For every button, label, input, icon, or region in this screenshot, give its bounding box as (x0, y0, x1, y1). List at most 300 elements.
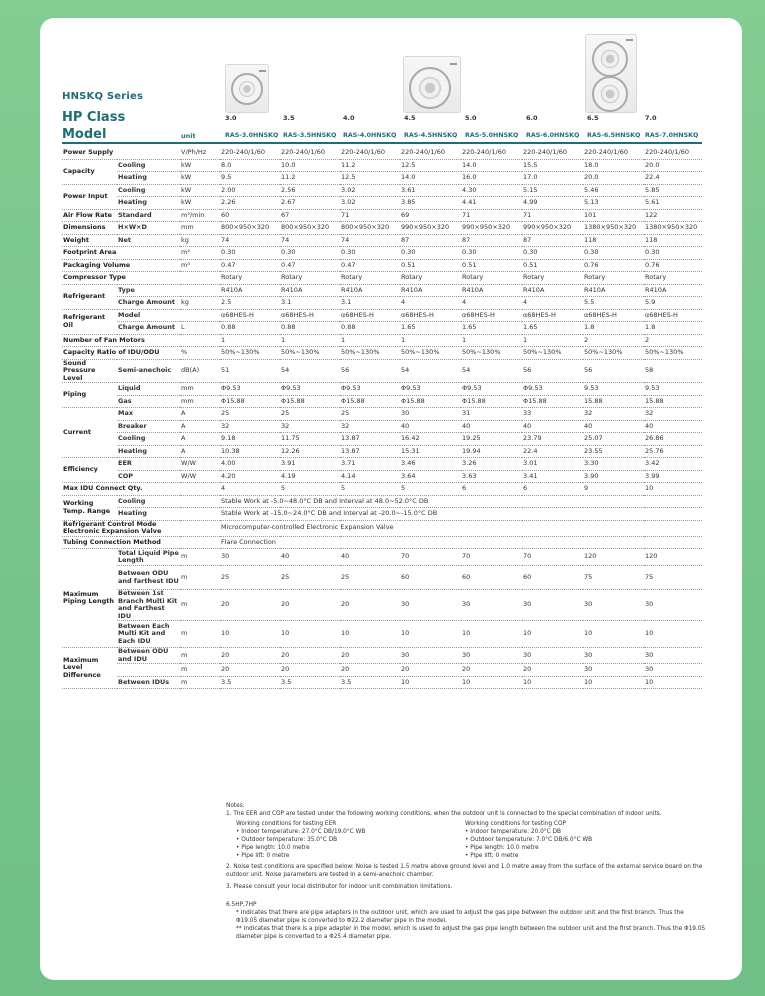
unit-cell: % (180, 347, 220, 360)
spanning-value: Microcomputer-controlled Electronic Expansion Valve (220, 520, 702, 536)
value-cell: 25 (340, 566, 400, 590)
value-cell: 20 (340, 664, 400, 677)
value-cell: 4 (522, 297, 583, 310)
value-cell: 50%~130% (340, 347, 400, 360)
value-cell: 3.02 (340, 197, 400, 210)
spec-row (62, 408, 702, 421)
group-label: Current (62, 408, 117, 458)
logo-mark (450, 63, 457, 65)
value-cell: 6 (522, 483, 583, 496)
value-cell: 9.53 (583, 383, 644, 396)
unit-cell: kW (180, 172, 220, 185)
value-cell: 25 (220, 408, 280, 421)
spec-row (62, 621, 702, 648)
value-cell: 40 (583, 420, 644, 433)
value-cell: 4 (461, 297, 522, 310)
hp-capacity: 4.5 (404, 114, 416, 122)
value-cell: 74 (280, 234, 340, 247)
value-cell: 0.30 (583, 247, 644, 260)
value-cell: 0.51 (400, 259, 461, 272)
value-cell: 3.64 (400, 470, 461, 483)
spec-row (62, 309, 702, 322)
value-cell: 13.87 (340, 433, 400, 446)
fan-icon (592, 76, 628, 112)
spec-row (62, 664, 702, 677)
sub-label: Heating (117, 172, 180, 185)
value-cell: 30 (522, 590, 583, 621)
value-cell: Φ9.53 (340, 383, 400, 396)
value-cell: 4 (220, 483, 280, 496)
value-cell: 1 (340, 334, 400, 347)
spec-row (62, 433, 702, 446)
value-cell: 70 (400, 549, 461, 566)
value-cell: 75 (644, 566, 702, 590)
group-label: Compressor Type (62, 272, 180, 285)
value-cell: 1 (522, 334, 583, 347)
value-cell: 990×950×320 (522, 222, 583, 235)
value-cell: Φ15.88 (461, 395, 522, 408)
sub-label: COP (117, 470, 180, 483)
spec-row (62, 322, 702, 335)
value-cell: 75 (583, 566, 644, 590)
spec-row (62, 334, 702, 347)
value-cell: 3.5 (340, 676, 400, 689)
spec-row (62, 566, 702, 590)
value-cell: Rotary (461, 272, 522, 285)
unit-cell: m (180, 664, 220, 677)
sub-label: Standard (117, 209, 180, 222)
spec-row (62, 209, 702, 222)
sub-label: Cooling (117, 184, 180, 197)
group-label: Maximum Piping Length (62, 549, 117, 648)
value-cell: R410A (583, 284, 644, 297)
value-cell: 2 (583, 334, 644, 347)
value-cell: 20 (522, 664, 583, 677)
sub-label: Max (117, 408, 180, 421)
value-cell: 71 (461, 209, 522, 222)
value-cell: 3.63 (461, 470, 522, 483)
value-cell: Rotary (220, 272, 280, 285)
group-label: Capacity Ratio of IDU/ODU (62, 347, 180, 360)
value-cell: 120 (644, 549, 702, 566)
model-number: RAS-4.0HNSKQ (343, 132, 397, 139)
value-cell: 3.26 (461, 458, 522, 471)
value-cell: 1 (461, 334, 522, 347)
group-label: Efficiency (62, 458, 117, 483)
value-cell: 25 (220, 566, 280, 590)
sub-label: Type (117, 284, 180, 297)
spec-row (62, 520, 702, 536)
spanning-value: Flare Connection (220, 536, 702, 549)
value-cell: 0.51 (461, 259, 522, 272)
value-cell: Rotary (340, 272, 400, 285)
value-cell: 19.94 (461, 445, 522, 458)
value-cell: 0.76 (644, 259, 702, 272)
model-number: RAS-3.5HNSKQ (283, 132, 337, 139)
spec-row (62, 159, 702, 172)
value-cell: Φ9.53 (220, 383, 280, 396)
unit-cell: L (180, 322, 220, 335)
value-cell: 25.07 (583, 433, 644, 446)
group-label: Footprint Area (62, 247, 180, 260)
cop-line: • Pipe lift: 0 metre (465, 853, 519, 859)
value-cell: 32 (280, 420, 340, 433)
value-cell: 32 (644, 408, 702, 421)
spec-row (62, 495, 702, 508)
value-cell: 10.38 (220, 445, 280, 458)
value-cell: 22.4 (522, 445, 583, 458)
value-cell: 1.65 (461, 322, 522, 335)
value-cell: R410A (340, 284, 400, 297)
value-cell: Φ15.88 (340, 395, 400, 408)
value-cell: 54 (461, 359, 522, 383)
value-cell: R410A (280, 284, 340, 297)
value-cell: 11.75 (280, 433, 340, 446)
unit-cell: m (180, 621, 220, 648)
model-number: RAS-6.0HNSKQ (526, 132, 580, 139)
value-cell: 0.30 (400, 247, 461, 260)
value-cell: 10 (280, 621, 340, 648)
value-cell: 10 (644, 483, 702, 496)
value-cell: 60 (400, 566, 461, 590)
value-cell: Φ15.88 (400, 395, 461, 408)
value-cell: 50%~130% (644, 347, 702, 360)
value-cell: 4.99 (522, 197, 583, 210)
spec-row (62, 445, 702, 458)
spec-row (62, 676, 702, 689)
sub-label: Between Each Multi Kit and Each IDU (117, 621, 180, 648)
value-cell: R410A (400, 284, 461, 297)
hp-note-title: 6.5HP,7HP (226, 902, 257, 908)
unit-cell: m³ (180, 259, 220, 272)
value-cell: 40 (461, 420, 522, 433)
value-cell: 10 (522, 676, 583, 689)
value-cell: Φ9.53 (522, 383, 583, 396)
value-cell: 23.55 (583, 445, 644, 458)
value-cell: R410A (644, 284, 702, 297)
unit-cell: kW (180, 159, 220, 172)
spec-row (62, 297, 702, 310)
value-cell: Φ9.53 (280, 383, 340, 396)
sub-label: H×W×D (117, 222, 180, 235)
value-cell: 40 (280, 549, 340, 566)
spec-row (62, 395, 702, 408)
sub-label: Between ODU and IDU (117, 648, 180, 664)
spec-row (62, 508, 702, 521)
value-cell: 32 (583, 408, 644, 421)
value-cell: 3.99 (644, 470, 702, 483)
note-3: 3. Please consult your local distributor for indoor unit combination limitations. (226, 884, 453, 890)
value-cell: Φ9.53 (461, 383, 522, 396)
value-cell: 19.25 (461, 433, 522, 446)
value-cell: 3.5 (280, 676, 340, 689)
value-cell: 5.46 (583, 184, 644, 197)
group-label: Capacity (62, 159, 117, 184)
value-cell: 15.88 (583, 395, 644, 408)
value-cell: 10 (340, 621, 400, 648)
value-cell: R410A (522, 284, 583, 297)
hp-capacity: 3.5 (283, 114, 295, 122)
value-cell: 0.30 (220, 247, 280, 260)
value-cell: 3.61 (400, 184, 461, 197)
unit-cell (180, 520, 220, 536)
value-cell: 800×950×320 (220, 222, 280, 235)
value-cell: 17.0 (522, 172, 583, 185)
value-cell: 1.8 (583, 322, 644, 335)
value-cell: 22.4 (644, 172, 702, 185)
value-cell: 54 (400, 359, 461, 383)
value-cell: 25 (340, 408, 400, 421)
value-cell: 56 (340, 359, 400, 383)
notes-section (226, 802, 706, 941)
value-cell: 12.26 (280, 445, 340, 458)
value-cell: Φ15.88 (220, 395, 280, 408)
value-cell: 30 (583, 648, 644, 664)
value-cell: 1.8 (644, 322, 702, 335)
value-cell: 9.18 (220, 433, 280, 446)
value-cell: 0.30 (644, 247, 702, 260)
value-cell: 20 (400, 664, 461, 677)
group-label: Weight (62, 234, 117, 247)
model-number: RAS-5.0HNSKQ (465, 132, 519, 139)
value-cell: 14.0 (461, 159, 522, 172)
spec-row (62, 347, 702, 360)
value-cell: 101 (583, 209, 644, 222)
value-cell: 6 (461, 483, 522, 496)
sub-label: Breaker (117, 420, 180, 433)
value-cell: 15.5 (522, 159, 583, 172)
value-cell: 20 (280, 648, 340, 664)
value-cell: 74 (340, 234, 400, 247)
sub-label: Semi-anechoic (117, 359, 180, 383)
unit-cell (180, 334, 220, 347)
value-cell: 10 (400, 676, 461, 689)
value-cell: 4.14 (340, 470, 400, 483)
value-cell: 56 (583, 359, 644, 383)
sub-label: Cooling (117, 159, 180, 172)
value-cell: 50%~130% (400, 347, 461, 360)
value-cell: 30 (583, 664, 644, 677)
value-cell: α68HES-H (280, 309, 340, 322)
value-cell: 3.1 (280, 297, 340, 310)
group-label: Air Flow Rate (62, 209, 117, 222)
group-label: Refrigerant Oil (62, 309, 117, 334)
spec-row (62, 549, 702, 566)
value-cell: 0.76 (583, 259, 644, 272)
group-label: Power Input (62, 184, 117, 209)
value-cell: 69 (400, 209, 461, 222)
sub-label: Gas (117, 395, 180, 408)
value-cell: 30 (644, 664, 702, 677)
value-cell: α68HES-H (220, 309, 280, 322)
value-cell: 51 (220, 359, 280, 383)
value-cell: 4 (400, 297, 461, 310)
value-cell: 5 (400, 483, 461, 496)
value-cell: 20 (220, 664, 280, 677)
value-cell: 30 (400, 648, 461, 664)
value-cell: 20 (340, 590, 400, 621)
value-cell: Rotary (400, 272, 461, 285)
sub-label: Cooling (117, 495, 180, 508)
spec-row (62, 359, 702, 383)
unit-cell (180, 508, 220, 521)
value-cell: 12.5 (400, 159, 461, 172)
value-cell: α68HES-H (340, 309, 400, 322)
group-label: Refrigerant Control Mode Electronic Expansion Valve (62, 520, 180, 536)
value-cell: 12.5 (340, 172, 400, 185)
value-cell: 67 (280, 209, 340, 222)
group-label: Working Temp. Range (62, 495, 117, 520)
spec-sheet (40, 18, 742, 980)
spec-row (62, 648, 702, 664)
value-cell: 3.71 (340, 458, 400, 471)
value-cell: 30 (400, 408, 461, 421)
value-cell: 20.0 (583, 172, 644, 185)
note-star-2: ** Indicates that there is a pipe adapter in the model, which is used to adjust the gas pipe length between the outdoor unit and the first branch. Thus the Φ19.05 diameter pipe is converted to a Φ25.4 diameter pipe. (236, 926, 706, 940)
model-label: Model (62, 127, 107, 142)
note-star-1: * Indicates that there are pipe adapters in the outdoor unit, which are used to adjust the gas pipe between the outdoor unit and the first branch. Thus the Φ19.05 diameter pipe is converted to Φ22.2 diameter pipe in the model. (236, 910, 684, 924)
value-cell: 30 (583, 590, 644, 621)
value-cell: 20 (280, 590, 340, 621)
value-cell: 3.02 (340, 184, 400, 197)
value-cell: Rotary (583, 272, 644, 285)
value-cell: 30 (461, 648, 522, 664)
value-cell: 1380×950×320 (644, 222, 702, 235)
value-cell: 1380×950×320 (583, 222, 644, 235)
unit-cell (180, 495, 220, 508)
value-cell: α68HES-H (522, 309, 583, 322)
model-number: RAS-7.0HNSKQ (645, 132, 699, 139)
value-cell: 50%~130% (461, 347, 522, 360)
value-cell: 40 (644, 420, 702, 433)
group-label: Refrigerant (62, 284, 117, 309)
value-cell: 20 (461, 664, 522, 677)
value-cell: 220-240/1/60 (280, 147, 340, 159)
value-cell: 40 (340, 549, 400, 566)
spec-row (62, 184, 702, 197)
value-cell: α68HES-H (583, 309, 644, 322)
value-cell: 33 (522, 408, 583, 421)
logo-mark (259, 70, 266, 72)
value-cell: 60 (461, 566, 522, 590)
value-cell: 25 (280, 408, 340, 421)
value-cell: 4.19 (280, 470, 340, 483)
value-cell: 220-240/1/60 (340, 147, 400, 159)
group-label: Sound Pressure Level (62, 359, 117, 383)
unit-cell (180, 483, 220, 496)
value-cell: 9.5 (220, 172, 280, 185)
value-cell: 50%~130% (220, 347, 280, 360)
sub-label: Model (117, 309, 180, 322)
unit-cell: m² (180, 247, 220, 260)
value-cell: α68HES-H (644, 309, 702, 322)
value-cell: 3.91 (280, 458, 340, 471)
value-cell: 10 (644, 676, 702, 689)
value-cell: 0.30 (340, 247, 400, 260)
value-cell: 800×950×320 (340, 222, 400, 235)
value-cell: 5.61 (644, 197, 702, 210)
value-cell: 0.88 (340, 322, 400, 335)
value-cell: 10 (461, 676, 522, 689)
group-label: Max IDU Connect Qty. (62, 483, 180, 496)
value-cell: 31 (461, 408, 522, 421)
sub-label: Total Liquid Pipe Length (118, 548, 179, 564)
unit-cell: W/W (180, 458, 220, 471)
spec-row (62, 536, 702, 549)
value-cell: 16.0 (461, 172, 522, 185)
value-cell: Φ15.88 (280, 395, 340, 408)
unit-cell: mm (180, 395, 220, 408)
value-cell: 25.76 (644, 445, 702, 458)
value-cell: 990×950×320 (461, 222, 522, 235)
cop-line: • Pipe length: 10.0 metre (465, 845, 539, 851)
sub-label: EER (117, 458, 180, 471)
value-cell: 56 (522, 359, 583, 383)
value-cell: 20 (340, 648, 400, 664)
value-cell: 14.0 (400, 172, 461, 185)
eer-line: • Outdoor temperature: 35.0°C DB (236, 837, 338, 843)
value-cell: 70 (522, 549, 583, 566)
value-cell: R410A (461, 284, 522, 297)
value-cell: 3.85 (400, 197, 461, 210)
value-cell: 220-240/1/60 (400, 147, 461, 159)
value-cell: 30 (400, 590, 461, 621)
value-cell: 5.15 (522, 184, 583, 197)
fan-icon (231, 73, 263, 105)
value-cell: 0.30 (522, 247, 583, 260)
value-cell: 1 (280, 334, 340, 347)
unit-cell: m (180, 566, 220, 590)
value-cell: 1.65 (400, 322, 461, 335)
value-cell: 0.88 (220, 322, 280, 335)
group-label: Dimensions (62, 222, 117, 235)
hp-capacity: 6.5 (587, 114, 599, 122)
sub-label (117, 664, 180, 677)
value-cell: Rotary (280, 272, 340, 285)
value-cell: 1 (400, 334, 461, 347)
eer-line: • Pipe lift: 0 metre (236, 853, 290, 859)
value-cell: 122 (644, 209, 702, 222)
odu-image-small (225, 64, 269, 113)
value-cell: 20 (220, 648, 280, 664)
unit-cell (180, 309, 220, 322)
unit-label: unit (181, 132, 196, 140)
notes-title: Notes: (226, 803, 245, 809)
cop-line: • Indoor temperature: 20.0°C DB (465, 829, 562, 835)
sub-label: Liquid (117, 383, 180, 396)
note-2: 2. Noise test conditions are specified below: Noise is tested 1.5 metre above ground level and 1.0 metre away from the surface of the external service board on the outdoor unit. Noise parameters are tested in a semi-anechoic chamber. (226, 864, 703, 878)
value-cell: 30 (522, 648, 583, 664)
value-cell: 990×950×320 (400, 222, 461, 235)
value-cell: 0.47 (220, 259, 280, 272)
value-cell: 10 (220, 621, 280, 648)
value-cell: 10 (400, 621, 461, 648)
odu-image-medium (403, 56, 461, 113)
sub-label: Heating (117, 508, 180, 521)
cop-line: • Outdoor temperature: 7.0°C DB/6.0°C WB (465, 837, 593, 843)
value-cell: 2.00 (220, 184, 280, 197)
spec-row (62, 420, 702, 433)
value-cell: 0.30 (280, 247, 340, 260)
unit-cell: A (180, 445, 220, 458)
value-cell: 118 (644, 234, 702, 247)
sub-label: Between 1st Branch Multi Kit and Farthest IDU (117, 590, 180, 621)
spec-row (62, 147, 702, 159)
note-1: 1. The EER and COP are tested under the following working conditions, when the outdoor unit is connected to the special combination of indoor units. (226, 811, 662, 817)
hp-class-label: HP Class (62, 110, 126, 125)
value-cell: 70 (461, 549, 522, 566)
value-cell: 120 (583, 549, 644, 566)
